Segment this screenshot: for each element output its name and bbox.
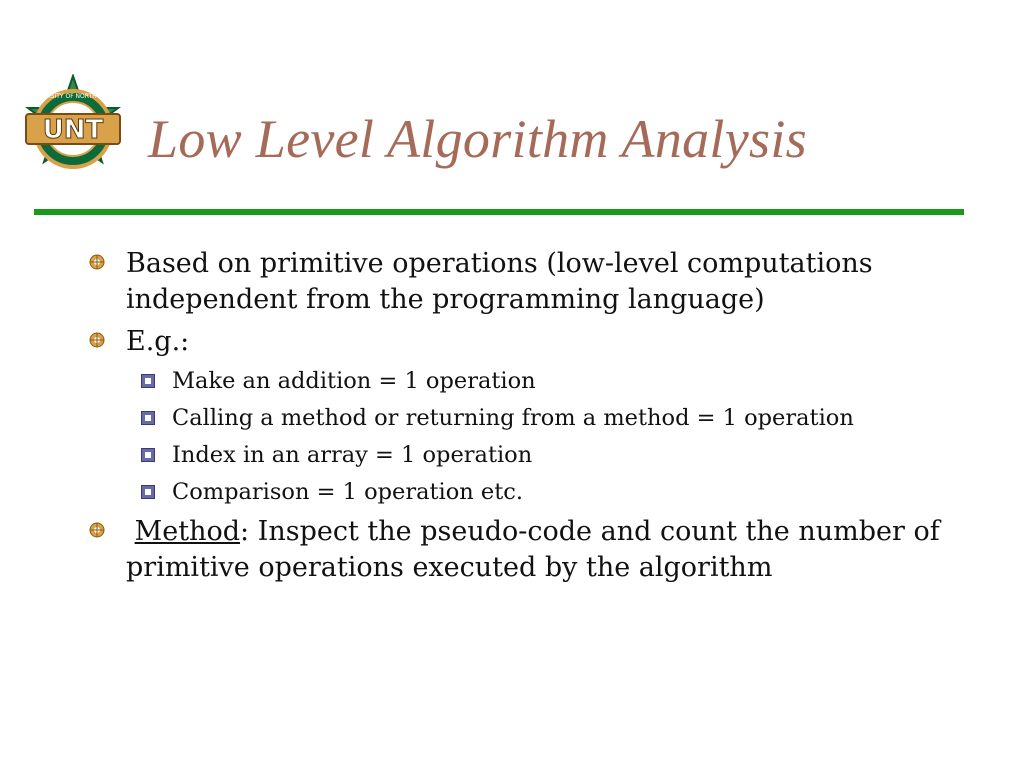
sub-bullet-text: Index in an array = 1 operation	[172, 442, 533, 468]
bullet-item	[86, 324, 986, 360]
slide-content	[86, 246, 986, 592]
bullet-item	[86, 246, 986, 318]
circle-bullet-icon	[89, 522, 105, 538]
bullet-text: : Inspect the pseudo-code and count the number of primitive operations executed by the algorithm	[126, 516, 940, 583]
bullet-item	[86, 514, 986, 586]
bullet-text: Based on primitive operations (low-level computations independent from the programming language)	[126, 248, 873, 315]
circle-bullet-icon	[89, 332, 105, 348]
sub-bullet-item	[86, 403, 986, 433]
sub-bullet-item	[86, 440, 986, 470]
title-divider	[34, 209, 964, 215]
sub-bullet-item	[86, 366, 986, 396]
slide-title: Low Level Algorithm Analysis	[148, 109, 807, 169]
method-label: Method	[134, 516, 240, 547]
sub-bullet-text: Calling a method or returning from a method = 1 operation	[172, 405, 854, 431]
sub-bullet-text: Make an addition = 1 operation	[172, 368, 536, 394]
unt-seal-icon	[14, 74, 132, 184]
square-bullet-icon	[141, 485, 155, 499]
square-bullet-icon	[141, 448, 155, 462]
bullet-text: E.g.:	[126, 326, 190, 357]
unt-logo	[14, 74, 132, 184]
square-bullet-icon	[141, 411, 155, 425]
sub-bullet-list	[86, 366, 986, 507]
square-bullet-icon	[141, 374, 155, 388]
circle-bullet-icon	[89, 254, 105, 270]
logo-ring-text: UNIVERSITY OF NORTH TEXAS	[27, 93, 119, 100]
logo-text: UNT	[42, 115, 104, 145]
sub-bullet-item	[86, 477, 986, 507]
sub-bullet-text: Comparison = 1 operation etc.	[172, 479, 524, 505]
